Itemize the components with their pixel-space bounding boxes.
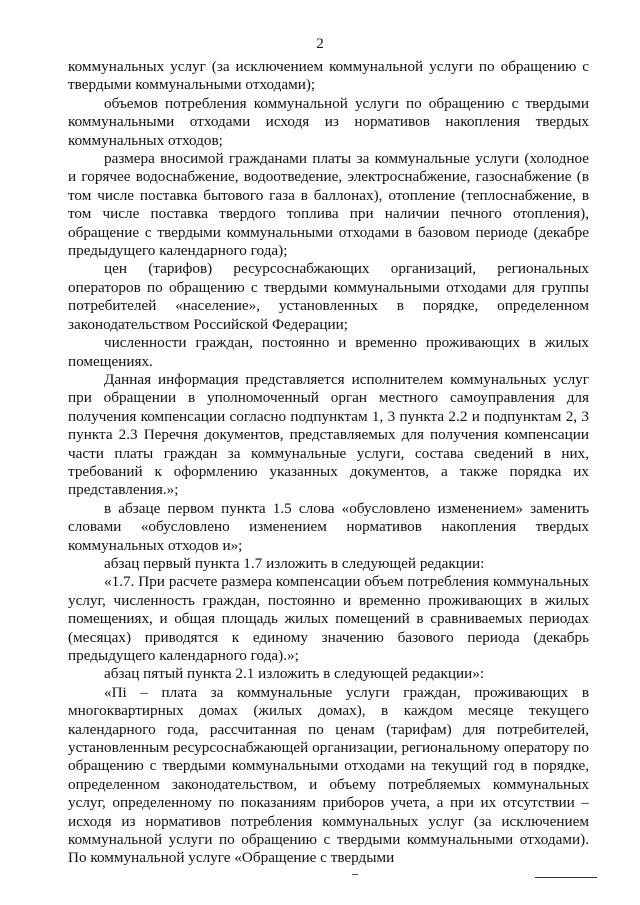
paragraph-waste-volumes: объемов потребления коммунальной услуги по обращению с твердыми коммунальными отходами исходя из нормативов накопления твердых коммунальных отходов; — [68, 94, 589, 149]
paragraph-utilities-exclusion: коммунальных услуг (за исключением коммунальной услуги по обращению с твердыми коммунальными отходами); — [68, 58, 589, 94]
paragraph-amendment-1-5: в абзаце первом пункта 1.5 слова «обусловлено изменением» заменить словами «обусловлено изменением нормативов накопления твердых коммунальных отходов и»; — [68, 499, 589, 554]
paragraph-payment-size: размера вносимой гражданами платы за коммунальные услуги (холодное и горячее водоснабжение, водоотведение, электроснабжение, газоснабжение (в том числе поставка бытового газа в баллонах), отопление (теплоснабжение, в том числе поставка твердого топлива при наличии печного отопления), обращение с твердыми коммунальными отходами в базовом периоде (декабре предыдущего календарного года); — [68, 150, 589, 260]
footer-mark — [352, 874, 358, 875]
paragraph-amendment-2-1-intro: абзац пятый пункта 2.1 изложить в следующей редакции»: — [104, 665, 485, 683]
footer-rule — [535, 877, 597, 878]
paragraph-clause-1-7: «1.7. При расчете размера компенсации объем потребления коммунальных услуг, численность граждан, постоянно и временно проживающих в жилых помещениях, и общая площадь жилых помещений в сравниваемых периодах (месяцах) приводятся к единому значению базового периода (декабрь предыдущего календарного года).»; — [68, 573, 589, 664]
paragraph-amendment-1-7-intro: абзац первый пункта 1.7 изложить в следующей редакции: — [104, 554, 485, 572]
page-number: 2 — [316, 36, 324, 52]
paragraph-information-provision: Данная информация представляется исполнителем коммунальных услуг при обращении в уполномоченный орган местного самоуправления для получения компенсации согласно подпунктам 1, 3 пункта 2.2 и подпунктам 2, 3 пункта 2.3 Перечня документов, представляемых для получения компенсации части платы граждан за коммунальные услуги, состава сведений в них, требований к оформлению указанных документов, а также порядка их представления.»; — [68, 370, 589, 499]
paragraph-tariffs: цен (тарифов) ресурсоснабжающих организаций, региональных операторов по обращению с твердыми коммунальными отходами для группы потребителей «население», установленных в порядке, определенном законодательством Российской Федерации; — [68, 260, 589, 333]
paragraph-residents-count: численности граждан, постоянно и временно проживающих в жилых помещениях. — [68, 334, 589, 370]
document-body — [68, 58, 589, 868]
paragraph-clause-pi: «Пi – плата за коммунальные услуги граждан, проживающих в многоквартирных домах (жилых домах), в каждом месяце текущего календарного года, рассчитанная по ценам (тарифам) для потребителей, установленным ресурсоснабжающей организации, региональному оператору по обращению с твердыми коммунальными отходами на текущий год в порядке, определенном законодательством, и объему потребляемых коммунальных услуг, определенному по показаниям приборов учета, а при их отсутствии – исходя из нормативов потребления коммунальных услуг (за исключением коммунальной услуги по обращению с твердыми коммунальными отходами). По коммунальной услуге «Обращение с твердыми — [68, 683, 589, 867]
